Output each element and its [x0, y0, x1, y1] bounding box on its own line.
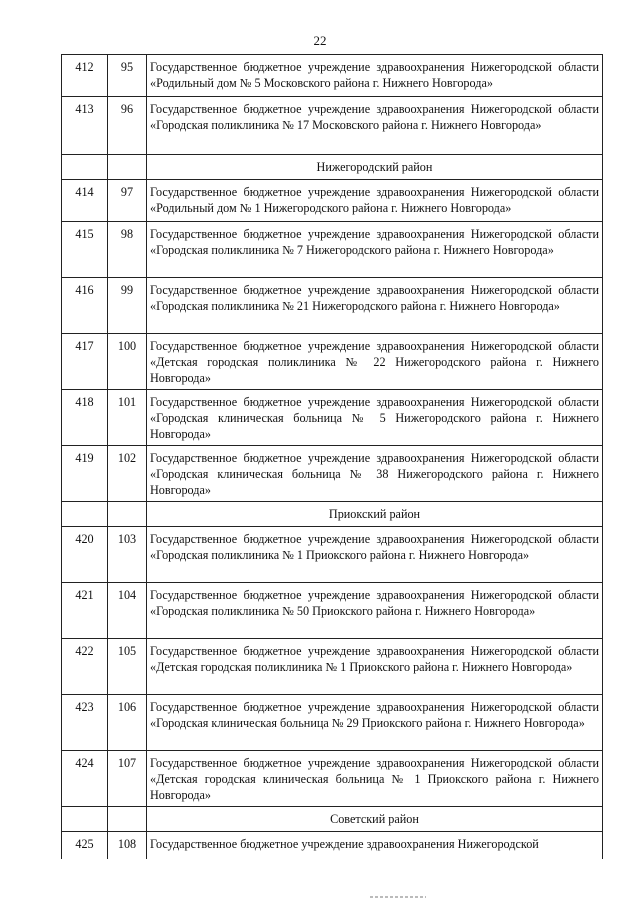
table-row	[62, 222, 603, 278]
empty-cell	[62, 155, 108, 180]
table-row	[62, 639, 603, 695]
row-number: 414	[62, 180, 108, 222]
row-sub-number: 96	[108, 97, 147, 155]
empty-cell	[108, 155, 147, 180]
row-sub-number: 95	[108, 55, 147, 97]
row-number: 412	[62, 55, 108, 97]
row-sub-number: 102	[108, 446, 147, 502]
institution-name: Государственное бюджетное учреждение здравоохранения Нижегородской области «Детская городская клиническая больница № 1 Приокского района г. Нижнего Новгорода»	[147, 751, 603, 807]
district-header-row	[62, 502, 603, 527]
table-row	[62, 55, 603, 97]
table-row	[62, 97, 603, 155]
table-row	[62, 390, 603, 446]
institution-name: Государственное бюджетное учреждение здравоохранения Нижегородской области «Родильный дом № 5 Московского района г. Нижнего Новгорода»	[147, 55, 603, 97]
institution-name: Государственное бюджетное учреждение здравоохранения Нижегородской области «Городская поликлиника № 7 Нижегородского района г. Нижнего Новгорода»	[147, 222, 603, 278]
row-sub-number: 97	[108, 180, 147, 222]
row-sub-number: 107	[108, 751, 147, 807]
row-number: 416	[62, 278, 108, 334]
district-name: Приокский район	[147, 502, 603, 527]
institutions-table	[61, 54, 603, 859]
row-sub-number: 98	[108, 222, 147, 278]
row-number: 424	[62, 751, 108, 807]
table-row	[62, 695, 603, 751]
row-sub-number: 99	[108, 278, 147, 334]
institution-name: Государственное бюджетное учреждение здравоохранения Нижегородской области «Детская городская поликлиника № 1 Приокского района г. Нижнего Новгорода»	[147, 639, 603, 695]
institution-name: Государственное бюджетное учреждение здравоохранения Нижегородской области «Городская клиническая больница № 29 Приокского района г. Нижнего Новгорода»	[147, 695, 603, 751]
scan-artifact	[370, 896, 426, 898]
row-number: 413	[62, 97, 108, 155]
table-row	[62, 180, 603, 222]
district-header-row	[62, 155, 603, 180]
row-number: 415	[62, 222, 108, 278]
empty-cell	[108, 807, 147, 832]
row-number: 418	[62, 390, 108, 446]
row-number: 425	[62, 832, 108, 860]
row-number: 420	[62, 527, 108, 583]
district-name: Нижегородский район	[147, 155, 603, 180]
row-number: 422	[62, 639, 108, 695]
row-sub-number: 100	[108, 334, 147, 390]
institution-name: Государственное бюджетное учреждение здравоохранения Нижегородской области «Детская городская поликлиника № 22 Нижегородского района г. Нижнего Новгорода»	[147, 334, 603, 390]
table-row	[62, 832, 603, 860]
row-sub-number: 106	[108, 695, 147, 751]
table-row	[62, 751, 603, 807]
row-sub-number: 103	[108, 527, 147, 583]
empty-cell	[62, 807, 108, 832]
institution-name: Государственное бюджетное учреждение здравоохранения Нижегородской области «Городская поликлиника № 1 Приокского района г. Нижнего Новгорода»	[147, 527, 603, 583]
institution-name: Государственное бюджетное учреждение здравоохранения Нижегородской области «Родильный дом № 1 Нижегородского района г. Нижнего Новгорода»	[147, 180, 603, 222]
row-number: 417	[62, 334, 108, 390]
institution-name: Государственное бюджетное учреждение здравоохранения Нижегородской области «Городская поликлиника № 21 Нижегородского района г. Нижнего Новгорода»	[147, 278, 603, 334]
row-sub-number: 101	[108, 390, 147, 446]
table-row	[62, 527, 603, 583]
row-number: 421	[62, 583, 108, 639]
district-name: Советский район	[147, 807, 603, 832]
page-number: 22	[313, 33, 327, 48]
empty-cell	[62, 502, 108, 527]
table-row	[62, 446, 603, 502]
row-number: 423	[62, 695, 108, 751]
institution-name: Государственное бюджетное учреждение здравоохранения Нижегородской области «Городская клиническая больница № 38 Нижегородского района г. Нижнего Новгорода»	[147, 446, 603, 502]
institution-name: Государственное бюджетное учреждение здравоохранения Нижегородской	[147, 832, 603, 860]
row-sub-number: 108	[108, 832, 147, 860]
table-row	[62, 334, 603, 390]
row-sub-number: 104	[108, 583, 147, 639]
institution-name: Государственное бюджетное учреждение здравоохранения Нижегородской области «Городская поликлиника № 50 Приокского района г. Нижнего Новгорода»	[147, 583, 603, 639]
institution-name: Государственное бюджетное учреждение здравоохранения Нижегородской области «Городская клиническая больница № 5 Нижегородского района г. Нижнего Новгорода»	[147, 390, 603, 446]
institution-name: Государственное бюджетное учреждение здравоохранения Нижегородской области «Городская поликлиника № 17 Московского района г. Нижнего Новгорода»	[147, 97, 603, 155]
table-row	[62, 278, 603, 334]
district-header-row	[62, 807, 603, 832]
table-row	[62, 583, 603, 639]
row-sub-number: 105	[108, 639, 147, 695]
empty-cell	[108, 502, 147, 527]
row-number: 419	[62, 446, 108, 502]
